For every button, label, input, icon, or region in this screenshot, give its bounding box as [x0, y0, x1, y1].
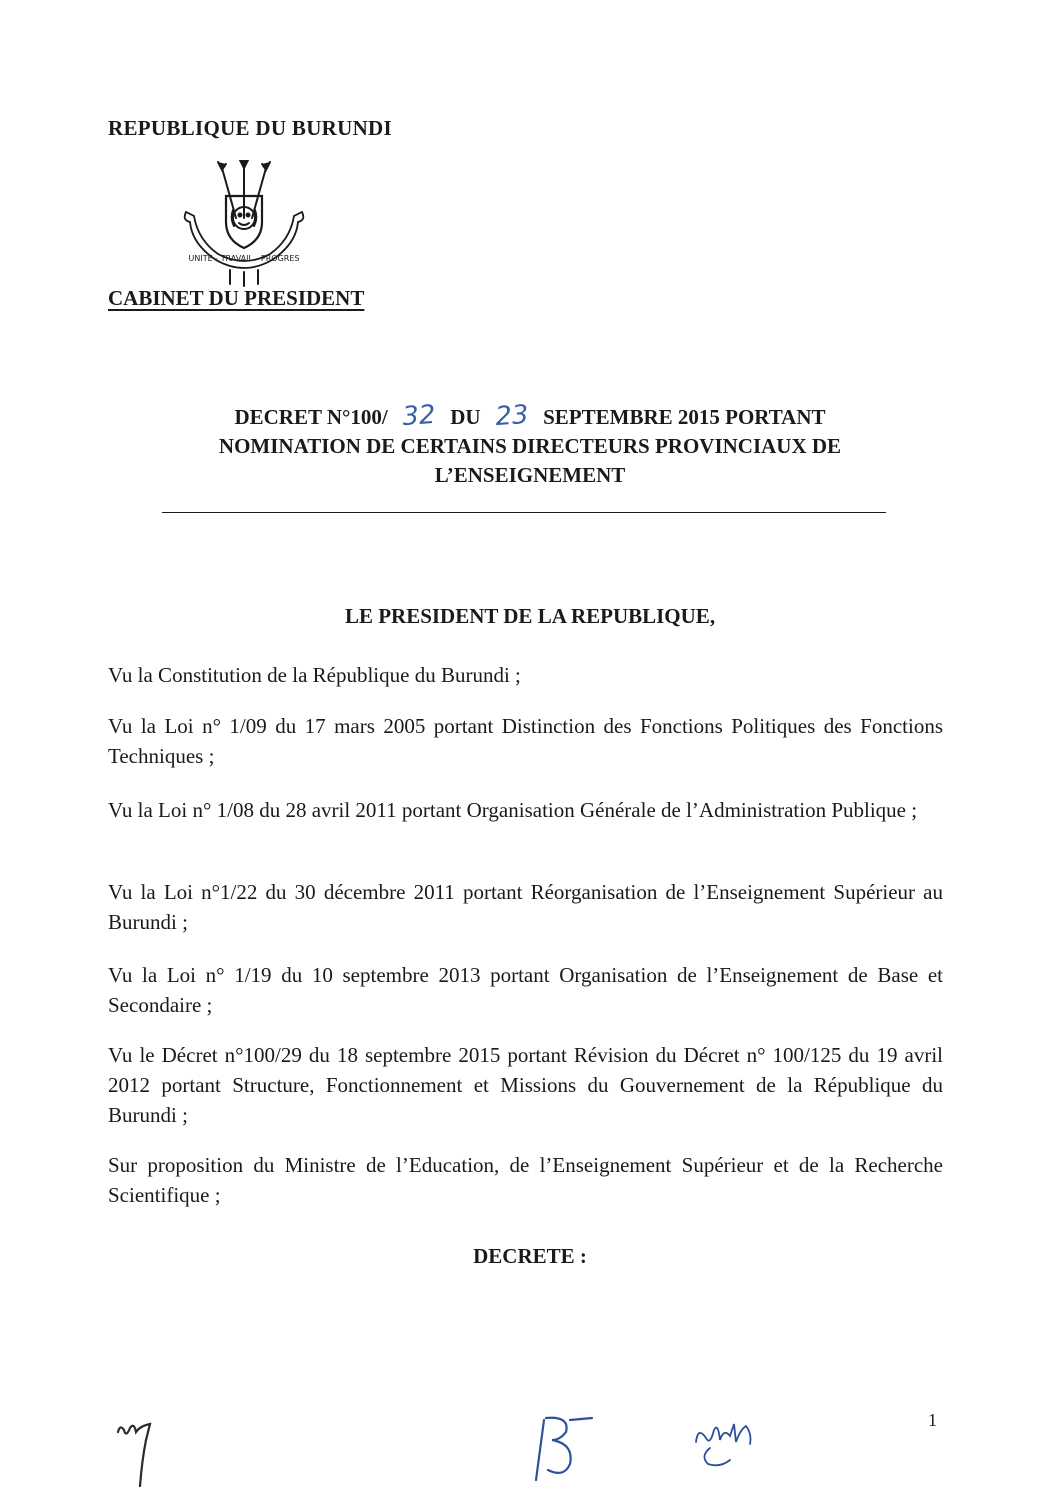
initials-signature-icon — [690, 1412, 780, 1472]
president-heading: LE PRESIDENT DE LA REPUBLIQUE, — [344, 604, 716, 628]
considerant-paragraph: Vu la Loi n° 1/19 du 10 septembre 2013 portant Organisation de l’Enseignement de Base et Secondaire ; — [108, 963, 943, 1017]
page-number: 1 — [928, 1410, 937, 1430]
handwritten-day: 23 — [494, 399, 530, 433]
decrete-heading: DECRETE : — [473, 1244, 587, 1268]
title-line-3: L’ENSEIGNEMENT — [434, 463, 626, 487]
considerant-paragraph: Vu le Décret n°100/29 du 18 septembre 2015 portant Révision du Décret n° 100/125 du 19 avril 2012 portant Structure, Fonctionnement et Missions du Gouvernement de la République du Burundi ; — [108, 1043, 943, 1127]
initials-signature-icon — [530, 1410, 600, 1490]
title-prefix: DECRET N°100/ — [234, 405, 388, 429]
handwritten-decree-number: 32 — [401, 399, 437, 433]
considerant-paragraph: Vu la Loi n° 1/09 du 17 mars 2005 portant Distinction des Fonctions Politiques des Fonctions Techniques ; — [108, 714, 943, 768]
title-line-2: NOMINATION DE CERTAINS DIRECTEURS PROVINCIAUX DE — [218, 434, 842, 458]
title-du: DU — [450, 405, 481, 429]
title-line-1 — [120, 399, 940, 433]
initials-signature-icon — [110, 1420, 170, 1490]
considerant-paragraph: Sur proposition du Ministre de l’Education, de l’Enseignement Supérieur et de la Recherche Scientifique ; — [108, 1153, 943, 1207]
considerant-paragraph: Vu la Constitution de la République du Burundi ; — [108, 663, 521, 687]
emblem-motto: UNITE - TRAVAIL - PROGRES — [188, 254, 300, 263]
decree-title — [120, 399, 940, 490]
coat-of-arms-icon — [178, 160, 310, 288]
title-divider — [162, 512, 886, 513]
republic-heading: REPUBLIQUE DU BURUNDI — [108, 116, 392, 140]
considerant-paragraph: Vu la Loi n° 1/08 du 28 avril 2011 portant Organisation Générale de l’Administration Publique ; — [108, 798, 918, 822]
considerant-paragraph: Vu la Loi n°1/22 du 30 décembre 2011 portant Réorganisation de l’Enseignement Supérieur au Burundi ; — [108, 880, 943, 934]
cabinet-heading: CABINET DU PRESIDENT — [108, 286, 365, 310]
title-suffix: SEPTEMBRE 2015 PORTANT — [543, 405, 826, 429]
